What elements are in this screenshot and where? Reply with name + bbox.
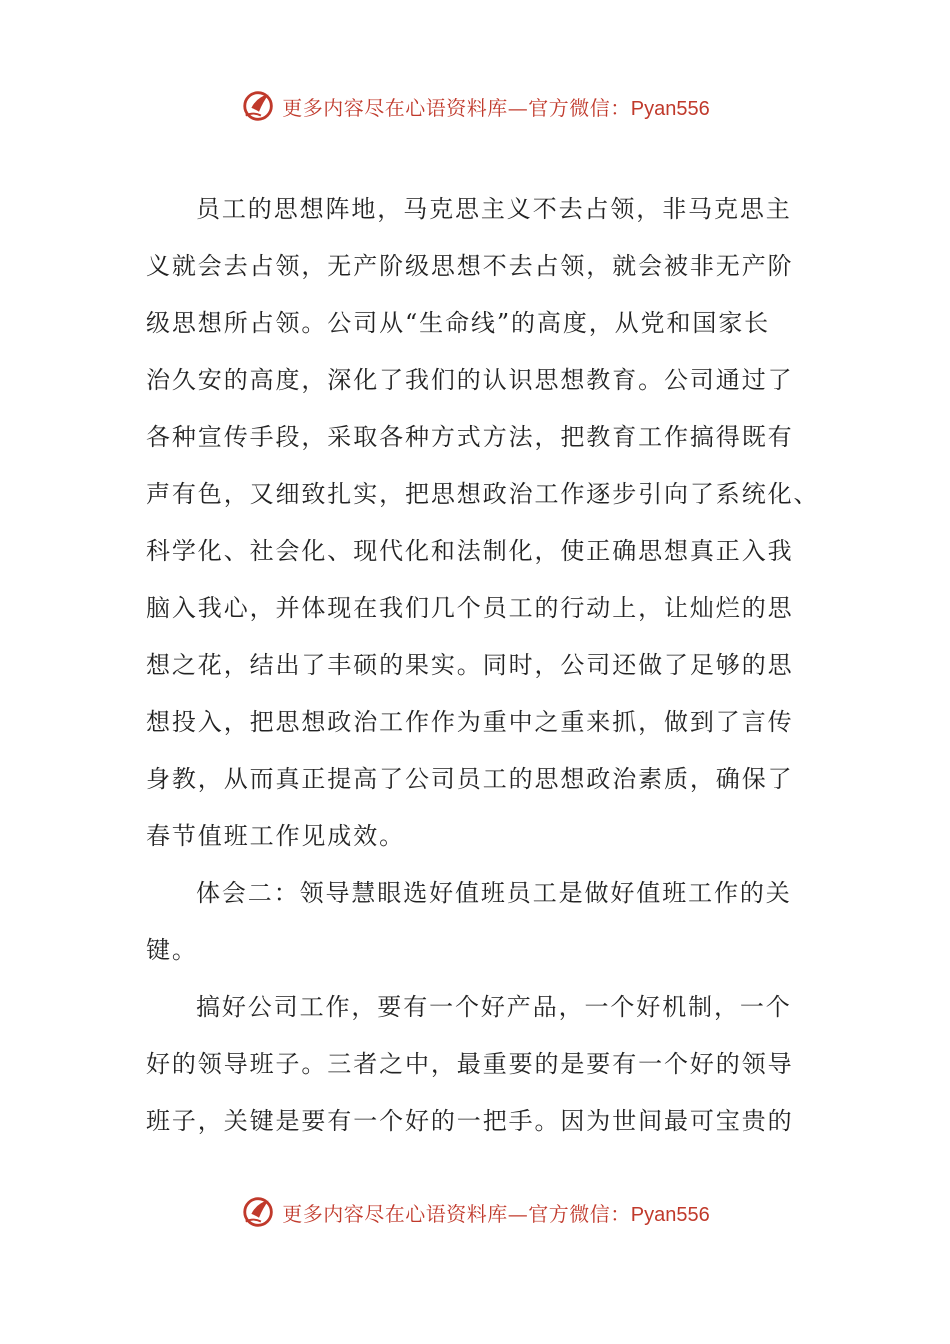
text-line: 键。: [146, 936, 198, 964]
text-line: 义就会去占领，无产阶级思想不去占领，就会被非无产阶: [146, 252, 794, 280]
text-line: 治久安的高度，深化了我们的认识思想教育。公司通过了: [146, 366, 794, 394]
text-line: 级思想所占领。公司从“生命线”的高度，从党和国家长: [146, 309, 771, 337]
text-line: 声有色，又细致扎实，把思想政治工作逐步引向了系统化、: [146, 480, 820, 508]
header-banner: [0, 84, 950, 128]
text-line: 好的领导班子。三者之中，最重要的是要有一个好的领导: [146, 1050, 794, 1078]
document-body: [146, 181, 820, 1150]
footer-banner-label: 更多内容尽在心语资料库—官方微信：: [282, 1201, 631, 1226]
text-line: 各种宣传手段，采取各种方式方法，把教育工作搞得既有: [146, 423, 794, 451]
text-line: 员工的思想阵地，马克思主义不去占领，非马克思主: [196, 195, 792, 223]
footer-wechat-id: Pyan556: [630, 1203, 710, 1226]
text-line: 体会二：领导慧眼选好值班员工是做好值班工作的关: [196, 879, 792, 907]
header-banner-label: 更多内容尽在心语资料库—官方微信：: [282, 95, 631, 120]
text-line: 科学化、社会化、现代化和法制化，使正确思想真正入我: [146, 537, 794, 565]
footer-banner-text: [282, 1198, 709, 1227]
text-line: 搞好公司工作，要有一个好产品，一个好机制，一个: [196, 993, 792, 1021]
footer-banner: [0, 1190, 950, 1234]
text-line: 想之花，结出了丰硕的果实。同时，公司还做了足够的思: [146, 651, 794, 679]
text-line: 春节值班工作见成效。: [146, 822, 405, 850]
header-wechat-id: Pyan556: [630, 97, 710, 120]
text-line: 脑入我心，并体现在我们几个员工的行动上，让灿烂的思: [146, 594, 794, 622]
text-line: 班子，关键是要有一个好的一把手。因为世间最可宝贵的: [146, 1107, 794, 1135]
text-line: 想投入，把思想政治工作作为重中之重来抓，做到了言传: [146, 708, 794, 736]
header-banner-text: [282, 92, 709, 121]
text-line: 身教，从而真正提高了公司员工的思想政治素质，确保了: [146, 765, 794, 793]
logo-icon: [240, 87, 278, 125]
logo-icon: [240, 1193, 278, 1231]
